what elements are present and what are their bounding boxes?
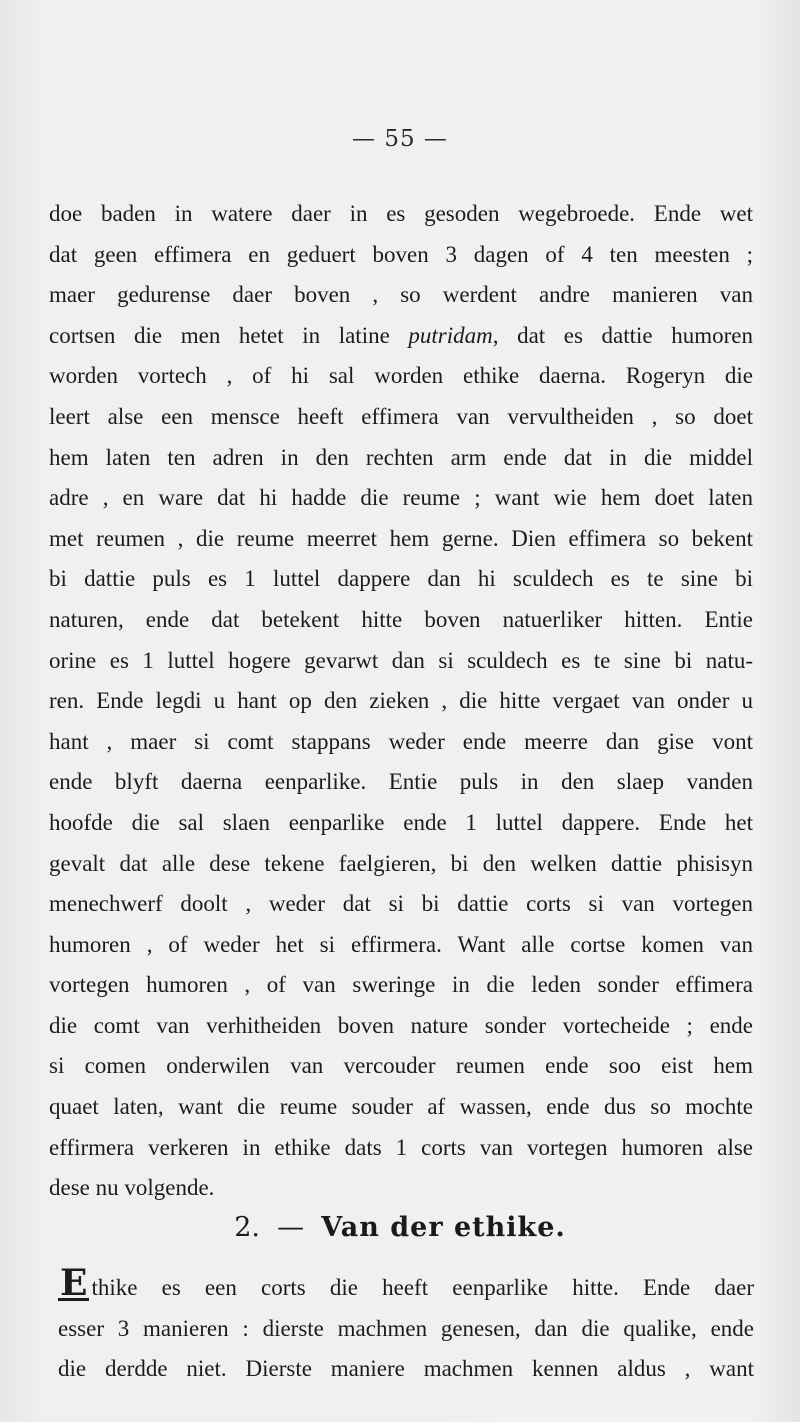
- text-line: esser 3 manieren : dierste machmen genesen, dan die qualike, ende: [58, 1315, 754, 1341]
- text-line: leert alse een mensce heeft effimera van vervultheiden , so doet: [49, 403, 753, 429]
- text-line: humoren , of weder het si effirmera. Want alle cortse komen van: [49, 931, 753, 957]
- italic-word: putridam: [408, 322, 493, 348]
- text-line: naturen, ende dat betekent hitte boven natuerliker hitten. Entie: [49, 606, 753, 632]
- section-title: Van der ethike.: [321, 1212, 566, 1243]
- drop-initial: E: [60, 1262, 88, 1304]
- text-line: vortegen humoren , of van sweringe in die leden sonder effimera: [49, 972, 753, 998]
- section-number: 2.: [234, 1212, 260, 1243]
- text-line: [58, 1262, 754, 1309]
- text-line: hant , maer si comt stappans weder ende meerre dan gise vont: [49, 728, 753, 754]
- text-line: die comt van verhitheiden boven nature sonder vortecheide ; ende: [49, 1012, 753, 1038]
- page-number: — 55 —: [352, 126, 448, 152]
- section-paragraph: [58, 1262, 754, 1390]
- text-line: die derdde niet. Dierste maniere machmen kennen aldus , want: [58, 1356, 754, 1382]
- text-segment: , dat es dattie humoren: [492, 322, 754, 348]
- text-segment: cortsen die men hetet in latine: [49, 322, 390, 348]
- text-line: dat geen effimera en geduert boven 3 dagen of 4 ten meesten ;: [49, 241, 753, 267]
- text-line: worden vortech , of hi sal worden ethike daerna. Rogeryn die: [49, 363, 753, 389]
- text-line: quaet laten, want die reume souder af wassen, ende dus so mochte: [49, 1094, 753, 1120]
- section-dash: —: [277, 1212, 305, 1243]
- text-line: ren. Ende legdi u hant op den zieken , die hitte vergaet van onder u: [49, 688, 753, 714]
- text-line: menechwerf doolt , weder dat si bi dattie corts si van vortegen: [49, 891, 753, 917]
- text-line: gevalt dat alle dese tekene faelgieren, bi den welken dattie phisisyn: [49, 850, 753, 876]
- text-line: met reumen , die reume meerret hem gerne. Dien effimera so bekent: [49, 525, 753, 551]
- main-paragraph: [49, 194, 753, 1209]
- text-line: doe baden in watere daer in es gesoden wegebroede. Ende wet: [49, 201, 753, 226]
- text-line: maer gedurense daer boven , so werdent andre manieren van: [49, 282, 753, 308]
- text-line: si comen onderwilen van vercouder reumen ende soo eist hem: [49, 1053, 753, 1079]
- text-segment: thike es een corts die heeft eenparlike hitte. Ende daer: [91, 1275, 754, 1300]
- text-line: adre , en ware dat hi hadde die reume ; want wie hem doet laten: [49, 485, 753, 511]
- text-line: ende blyft daerna eenparlike. Entie puls in den slaep vanden: [49, 769, 753, 795]
- text-line: hoofde die sal slaen eenparlike ende 1 luttel dappere. Ende het: [49, 809, 753, 835]
- text-line: hem laten ten adren in den rechten arm ende dat in die middel: [49, 444, 753, 470]
- text-line: bi dattie puls es 1 luttel dappere dan hi sculdech es te sine bi: [49, 566, 753, 592]
- text-line: effirmera verkeren in ethike dats 1 corts van vortegen humoren alse: [49, 1134, 753, 1160]
- text-line: [49, 316, 753, 357]
- text-line: dese nu volgende.: [49, 1175, 215, 1201]
- text-line: orine es 1 luttel hogere gevarwt dan si sculdech es te sine bi natu-: [49, 647, 753, 673]
- section-heading: [0, 1212, 800, 1243]
